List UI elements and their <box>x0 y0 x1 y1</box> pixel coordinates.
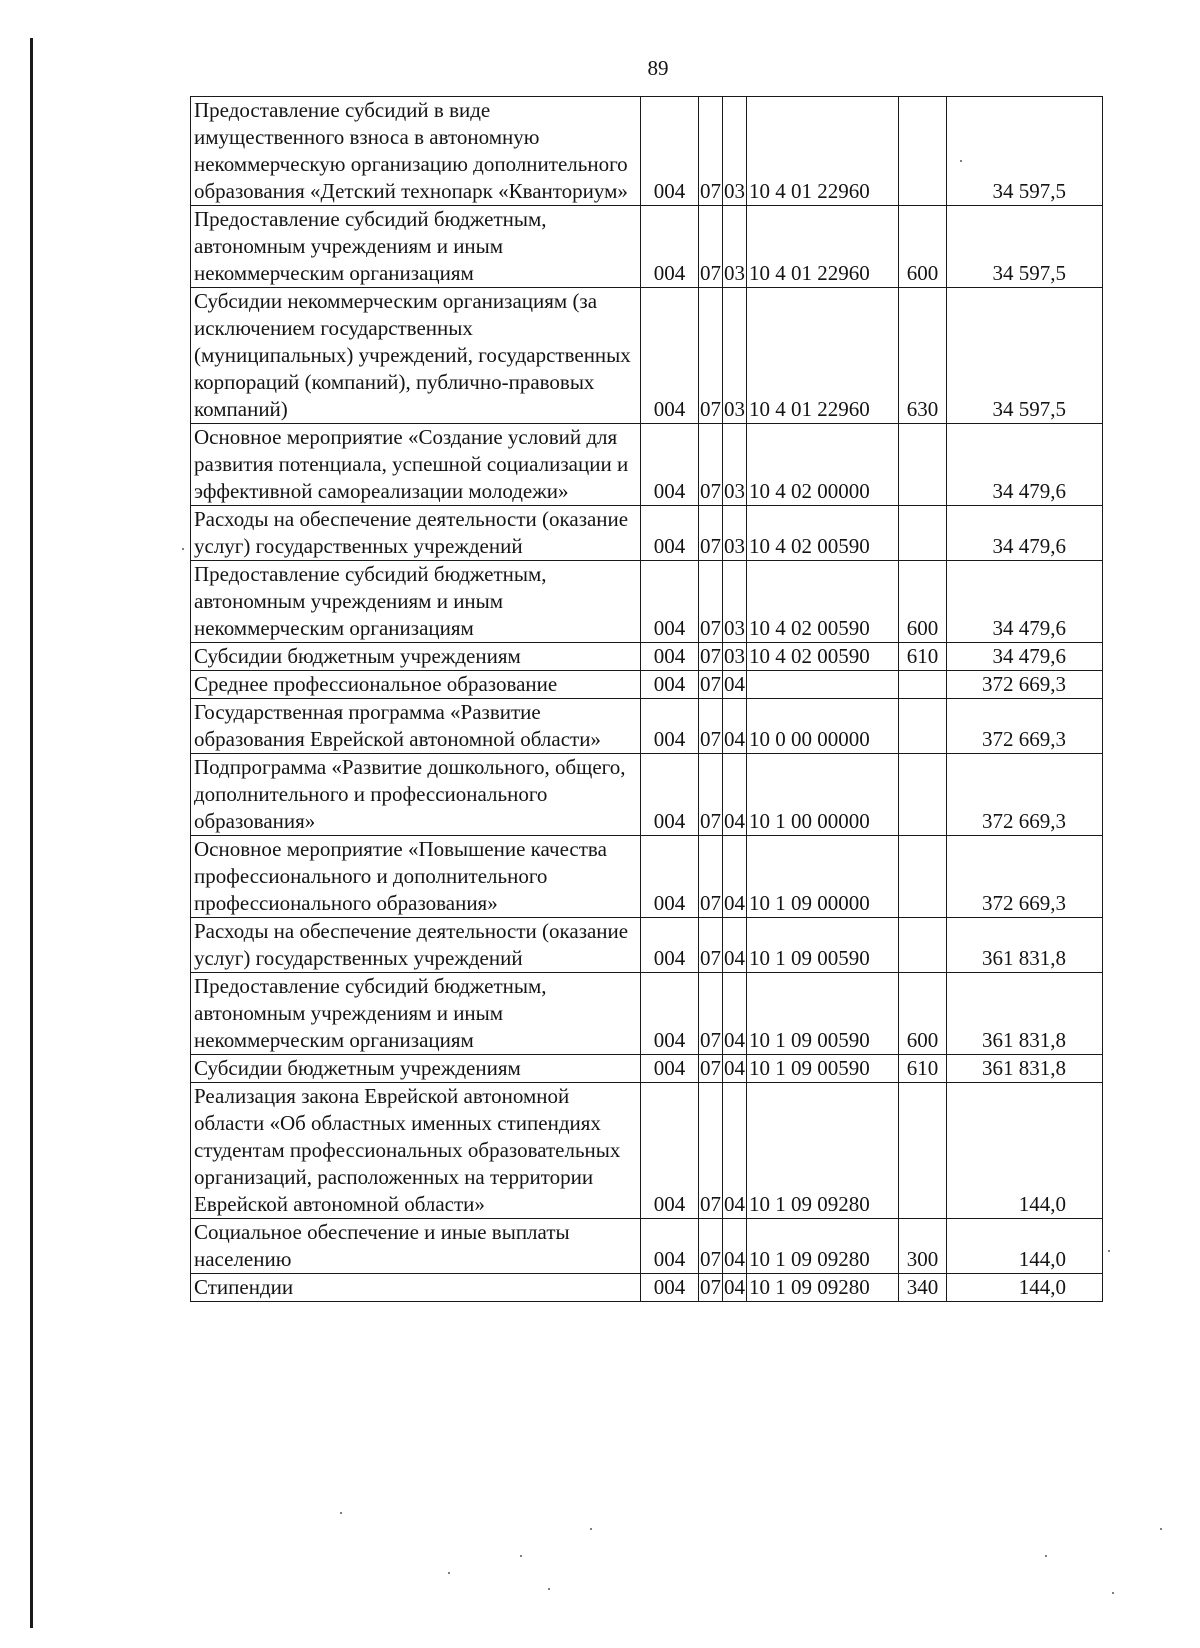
ministry-code-cell: 004 <box>641 561 699 643</box>
target-article-code-cell: 10 1 09 00590 <box>747 973 899 1055</box>
ministry-code-cell: 004 <box>641 424 699 506</box>
amount-cell: 34 479,6 <box>947 643 1103 671</box>
ministry-code-cell: 004 <box>641 97 699 206</box>
section-code-cell: 07 <box>699 1055 723 1083</box>
row-name-cell: Среднее профессиональное образование <box>191 671 641 699</box>
amount-cell: 144,0 <box>947 1274 1103 1302</box>
subsection-code-cell: 03 <box>723 424 747 506</box>
subsection-code-cell: 04 <box>723 699 747 754</box>
section-code-cell: 07 <box>699 97 723 206</box>
section-code-cell: 07 <box>699 836 723 918</box>
amount-cell: 372 669,3 <box>947 836 1103 918</box>
ministry-code-cell: 004 <box>641 1055 699 1083</box>
section-code-cell: 07 <box>699 424 723 506</box>
subsection-code-cell: 04 <box>723 973 747 1055</box>
target-article-code-cell <box>747 671 899 699</box>
table-row <box>191 973 1103 1055</box>
ministry-code-cell: 004 <box>641 671 699 699</box>
amount-cell: 144,0 <box>947 1083 1103 1219</box>
target-article-code-cell: 10 1 09 09280 <box>747 1083 899 1219</box>
subsection-code-cell: 04 <box>723 754 747 836</box>
table-row <box>191 1083 1103 1219</box>
table-row <box>191 699 1103 754</box>
ministry-code-cell: 004 <box>641 754 699 836</box>
section-code-cell: 07 <box>699 671 723 699</box>
subsection-code-cell: 04 <box>723 1274 747 1302</box>
subsection-code-cell: 04 <box>723 1083 747 1219</box>
section-code-cell: 07 <box>699 1083 723 1219</box>
amount-cell: 34 479,6 <box>947 561 1103 643</box>
section-code-cell: 07 <box>699 561 723 643</box>
row-name-cell: Предоставление субсидий бюджетным, автономным учреждениям и иным некоммерческим организациям <box>191 206 641 288</box>
table-row <box>191 97 1103 206</box>
scan-edge-line <box>30 38 33 1628</box>
amount-cell: 34 479,6 <box>947 506 1103 561</box>
expense-type-code-cell: 340 <box>899 1274 947 1302</box>
target-article-code-cell: 10 4 02 00590 <box>747 643 899 671</box>
row-name-cell: Стипендии <box>191 1274 641 1302</box>
table-row <box>191 643 1103 671</box>
row-name-cell: Предоставление субсидий бюджетным, автономным учреждениям и иным некоммерческим организациям <box>191 561 641 643</box>
subsection-code-cell: 03 <box>723 97 747 206</box>
table-body <box>191 97 1103 1302</box>
amount-cell: 372 669,3 <box>947 671 1103 699</box>
row-name-cell: Государственная программа «Развитие образования Еврейской автономной области» <box>191 699 641 754</box>
subsection-code-cell: 04 <box>723 1219 747 1274</box>
ministry-code-cell: 004 <box>641 918 699 973</box>
table-row <box>191 1219 1103 1274</box>
target-article-code-cell: 10 1 09 09280 <box>747 1274 899 1302</box>
subsection-code-cell: 03 <box>723 206 747 288</box>
amount-cell: 144,0 <box>947 1219 1103 1274</box>
target-article-code-cell: 10 0 00 00000 <box>747 699 899 754</box>
target-article-code-cell: 10 4 02 00590 <box>747 561 899 643</box>
ministry-code-cell: 004 <box>641 506 699 561</box>
scan-speck <box>340 1512 342 1514</box>
ministry-code-cell: 004 <box>641 1083 699 1219</box>
scan-speck <box>590 1528 592 1530</box>
scan-speck <box>1045 1555 1047 1557</box>
expense-type-code-cell: 610 <box>899 643 947 671</box>
ministry-code-cell: 004 <box>641 973 699 1055</box>
target-article-code-cell: 10 1 09 00590 <box>747 1055 899 1083</box>
subsection-code-cell: 04 <box>723 918 747 973</box>
row-name-cell: Расходы на обеспечение деятельности (оказание услуг) государственных учреждений <box>191 918 641 973</box>
amount-cell: 34 597,5 <box>947 206 1103 288</box>
target-article-code-cell: 10 4 01 22960 <box>747 288 899 424</box>
target-article-code-cell: 10 4 01 22960 <box>747 97 899 206</box>
row-name-cell: Субсидии бюджетным учреждениям <box>191 1055 641 1083</box>
table-row <box>191 206 1103 288</box>
scan-speck <box>960 160 962 162</box>
section-code-cell: 07 <box>699 206 723 288</box>
amount-cell: 34 479,6 <box>947 424 1103 506</box>
expense-type-code-cell <box>899 836 947 918</box>
subsection-code-cell: 03 <box>723 506 747 561</box>
row-name-cell: Основное мероприятие «Повышение качества профессионального и дополнительного профессионального образования» <box>191 836 641 918</box>
table-row <box>191 754 1103 836</box>
table-row <box>191 506 1103 561</box>
section-code-cell: 07 <box>699 643 723 671</box>
table-row <box>191 1055 1103 1083</box>
amount-cell: 34 597,5 <box>947 288 1103 424</box>
amount-cell: 34 597,5 <box>947 97 1103 206</box>
target-article-code-cell: 10 1 00 00000 <box>747 754 899 836</box>
ministry-code-cell: 004 <box>641 288 699 424</box>
target-article-code-cell: 10 4 02 00590 <box>747 506 899 561</box>
expense-type-code-cell <box>899 424 947 506</box>
amount-cell: 361 831,8 <box>947 1055 1103 1083</box>
section-code-cell: 07 <box>699 699 723 754</box>
ministry-code-cell: 004 <box>641 1219 699 1274</box>
expense-type-code-cell <box>899 1083 947 1219</box>
section-code-cell: 07 <box>699 506 723 561</box>
expense-type-code-cell: 610 <box>899 1055 947 1083</box>
target-article-code-cell: 10 1 09 00000 <box>747 836 899 918</box>
row-name-cell: Субсидии бюджетным учреждениям <box>191 643 641 671</box>
subsection-code-cell: 03 <box>723 643 747 671</box>
table-row <box>191 836 1103 918</box>
subsection-code-cell: 03 <box>723 561 747 643</box>
scan-speck <box>1108 1250 1110 1252</box>
expense-type-code-cell: 600 <box>899 561 947 643</box>
expense-type-code-cell: 300 <box>899 1219 947 1274</box>
table-row <box>191 1274 1103 1302</box>
subsection-code-cell: 03 <box>723 288 747 424</box>
section-code-cell: 07 <box>699 288 723 424</box>
expense-type-code-cell <box>899 699 947 754</box>
table-row <box>191 561 1103 643</box>
page-number: 89 <box>647 56 669 80</box>
section-code-cell: 07 <box>699 1274 723 1302</box>
scan-speck <box>448 1572 450 1574</box>
expense-type-code-cell: 630 <box>899 288 947 424</box>
amount-cell: 361 831,8 <box>947 973 1103 1055</box>
scan-speck <box>548 1588 550 1590</box>
table-row <box>191 288 1103 424</box>
expense-type-code-cell <box>899 506 947 561</box>
expense-type-code-cell <box>899 918 947 973</box>
row-name-cell: Предоставление субсидий бюджетным, автономным учреждениям и иным некоммерческим организациям <box>191 973 641 1055</box>
section-code-cell: 07 <box>699 754 723 836</box>
expense-type-code-cell: 600 <box>899 206 947 288</box>
ministry-code-cell: 004 <box>641 699 699 754</box>
row-name-cell: Предоставление субсидий в виде имущественного взноса в автономную некоммерческую организацию дополнительного образования «Детский технопарк «Кванториум» <box>191 97 641 206</box>
subsection-code-cell: 04 <box>723 1055 747 1083</box>
amount-cell: 361 831,8 <box>947 918 1103 973</box>
scan-speck <box>520 1555 522 1557</box>
amount-cell: 372 669,3 <box>947 699 1103 754</box>
section-code-cell: 07 <box>699 918 723 973</box>
expense-type-code-cell <box>899 671 947 699</box>
target-article-code-cell: 10 4 02 00000 <box>747 424 899 506</box>
section-code-cell: 07 <box>699 1219 723 1274</box>
row-name-cell: Социальное обеспечение и иные выплаты населению <box>191 1219 641 1274</box>
scan-speck <box>1112 1592 1114 1594</box>
row-name-cell: Подпрограмма «Развитие дошкольного, общего, дополнительного и профессионального образования» <box>191 754 641 836</box>
target-article-code-cell: 10 1 09 00590 <box>747 918 899 973</box>
expense-type-code-cell: 600 <box>899 973 947 1055</box>
target-article-code-cell: 10 4 01 22960 <box>747 206 899 288</box>
row-name-cell: Субсидии некоммерческим организациям (за исключением государственных (муниципальных) учреждений, государственных корпораций (компаний), публично-правовых компаний) <box>191 288 641 424</box>
budget-table <box>190 96 1103 1302</box>
row-name-cell: Расходы на обеспечение деятельности (оказание услуг) государственных учреждений <box>191 506 641 561</box>
ministry-code-cell: 004 <box>641 1274 699 1302</box>
row-name-cell: Реализация закона Еврейской автономной области «Об областных именных стипендиях студентам профессиональных образовательных организаций, расположенных на территории Еврейской автономной области» <box>191 1083 641 1219</box>
scan-speck <box>182 548 184 550</box>
expense-type-code-cell <box>899 97 947 206</box>
amount-cell: 372 669,3 <box>947 754 1103 836</box>
subsection-code-cell: 04 <box>723 836 747 918</box>
table-row <box>191 424 1103 506</box>
row-name-cell: Основное мероприятие «Создание условий для развития потенциала, успешной социализации и эффективной самореализации молодежи» <box>191 424 641 506</box>
table-row <box>191 671 1103 699</box>
ministry-code-cell: 004 <box>641 643 699 671</box>
target-article-code-cell: 10 1 09 09280 <box>747 1219 899 1274</box>
table-row <box>191 918 1103 973</box>
section-code-cell: 07 <box>699 973 723 1055</box>
scan-speck <box>1160 1528 1162 1530</box>
expense-type-code-cell <box>899 754 947 836</box>
subsection-code-cell: 04 <box>723 671 747 699</box>
ministry-code-cell: 004 <box>641 836 699 918</box>
ministry-code-cell: 004 <box>641 206 699 288</box>
